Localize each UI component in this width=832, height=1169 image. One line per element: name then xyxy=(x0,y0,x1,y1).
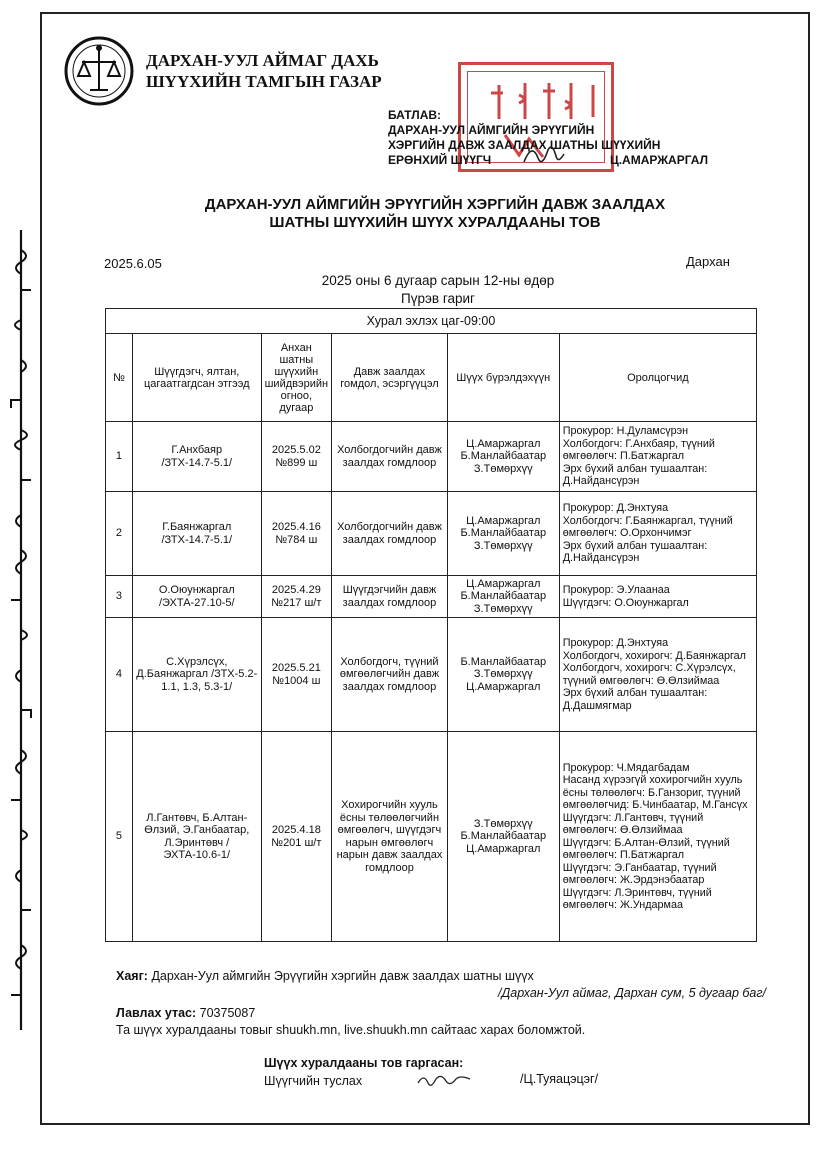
defendant-cell: О.Оюунжаргал /ЭХТА-27.10-5/ xyxy=(132,576,261,618)
phone-label: Лавлах утас: xyxy=(116,1006,197,1020)
address-sub: /Дархан-Уул аймаг, Дархан сум, 5 дугаар баг/ xyxy=(497,986,766,1000)
appeal-cell: Хохирогчийн хууль ёсны төлөөлөгчийн өмгөөлөгч, шүүгдэгч нарын өмгөөлөгч нарын давж заалдах гомдлоор xyxy=(332,732,448,942)
appeal-cell: Холбогдогч, түүний өмгөөлөгчийн давж заалдах гомдлоор xyxy=(332,618,448,732)
defendant-cell: С.Хүрэлсүх, Д.Баянжаргал /ЗТХ-5.2-1.1, 1.3, 5.3-1/ xyxy=(132,618,261,732)
col-header-participants: Оролцогчид xyxy=(559,334,756,422)
document-title xyxy=(130,196,740,232)
start-time: Хурал эхлэх цаг-09:00 xyxy=(106,309,757,334)
approval-signature xyxy=(520,140,566,168)
decision-cell: 2025.5.21 №1004 ш xyxy=(261,618,331,732)
decision-cell: 2025.4.18 №201 ш/т xyxy=(261,732,331,942)
address: Дархан-Уул аймгийн Эрүүгийн хэргийн давж заалдах шатны шүүх xyxy=(151,969,534,983)
court-office-name xyxy=(146,50,382,92)
footer xyxy=(116,968,776,1039)
place: Дархан xyxy=(686,254,730,269)
court-emblem-icon xyxy=(64,36,134,106)
row-number: 1 xyxy=(106,422,133,492)
col-header-defendant: Шүүгдэгч, ялтан, цагаатгагдсан этгээд xyxy=(132,334,261,422)
title-line-1: ДАРХАН-УУЛ АЙМГИЙН ЭРҮҮГИЙН ХЭРГИЙН ДАВЖ ЗААЛДАХ xyxy=(204,196,666,213)
approval-line-2: ХЭРГИЙН ДАВЖ ЗААЛДАХ ШАТНЫ ШҮҮХИЙН xyxy=(388,138,661,152)
decision-cell: 2025.4.29 №217 ш/т xyxy=(261,576,331,618)
participants-cell: Прокурор: Д.Энхтуяа Холбогдогч: Г.Баянжаргал, түүний өмгөөлөгч: О.Орхончимэг Эрх бүхий албан тушаалтан: Д.Найдансүрэн xyxy=(559,492,756,576)
defendant-cell: Г.Анхбаяр /ЗТХ-14.7-5.1/ xyxy=(132,422,261,492)
participants-cell: Прокурор: Э.Улаанаа Шүүгдэгч: О.Оюунжаргал xyxy=(559,576,756,618)
appeal-cell: Холбогдогчийн давж заалдах гомдлоор xyxy=(332,492,448,576)
address-label: Хаяг: xyxy=(116,969,148,983)
title-line-2: ШАТНЫ ШҮҮХИЙН ШҮҮХ ХУРАЛДААНЫ ТОВ xyxy=(269,214,601,231)
row-number: 4 xyxy=(106,618,133,732)
bench-cell: Ц.Амаржаргал Б.Манлайбаатар З.Төмөрхүү xyxy=(447,422,559,492)
table-row xyxy=(106,422,757,492)
participants-cell: Прокурор: Д.Энхтуяа Холбогдогч, хохирогч: Д.Баянжаргал Холбогдогч, хохирогч: С.Хүрэлсүх, түүний өмгөөлөгч: Ө.Өлзиймаа Эрх бүхий албан тушаалтан: Д.Дашмягмар xyxy=(559,618,756,732)
defendant-cell: Л.Гантөвч, Б.Алтан-Өлзий, Э.Ганбаатар, Л.Эринтөвч /ЭХТА-10.6-1/ xyxy=(132,732,261,942)
participants-cell: Прокурор: Н.Дуламсүрэн Холбогдогч: Г.Анхбаяр, түүний өмгөөлөгч: П.Батжаргал Эрх бүхий албан тушаалтан: Д.Найдансүрэн xyxy=(559,422,756,492)
prepared-label: Шүүх хуралдааны тов гаргасан: xyxy=(264,1056,464,1070)
prepared-signature xyxy=(416,1071,472,1087)
approval-position: ЕРӨНХИЙ ШҮҮГЧ xyxy=(388,153,492,167)
table-row xyxy=(106,492,757,576)
prepared-role: Шүүгчийн туслах xyxy=(264,1074,363,1088)
table-row xyxy=(106,618,757,732)
col-header-appeal: Давж заалдах гомдол, эсэргүүцэл xyxy=(332,334,448,422)
org-line-1: ДАРХАН-УУЛ АЙМАГ ДАХЬ xyxy=(146,51,379,70)
weekday: Пүрэв гариг xyxy=(401,291,475,306)
hearing-schedule-table xyxy=(105,308,757,942)
col-header-bench: Шүүх бүрэлдэхүүн xyxy=(447,334,559,422)
bench-cell: Ц.Амаржаргал Б.Манлайбаатар З.Төмөрхүү xyxy=(447,492,559,576)
session-date: 2025 оны 6 дугаар сарын 12-ны өдөр xyxy=(321,273,555,288)
approval-label: БАТЛАВ: xyxy=(388,108,442,122)
decision-cell: 2025.5.02 №899 ш xyxy=(261,422,331,492)
defendant-cell: Г.Баянжаргал /ЗТХ-14.7-5.1/ xyxy=(132,492,261,576)
bench-cell: Б.Манлайбаатар З.Төмөрхүү Ц.Амаржаргал xyxy=(447,618,559,732)
participants-cell: Прокурор: Ч.Мядагбадам Насанд хүрээгүй хохирогчийн хууль ёсны төлөөлөгч: Б.Ганзориг, түүний өмгөөлөгчид: Б.Чинбаатар, М.Гансүх Шүүгдэгч: Л.Гантөвч, түүний өмгөөлөгч: Ө.Өлзиймаа Шүүгдэгч: Б.Алтан-Өлзий, түүний өмгөөлөгч: П.Батжаргал Шүүгдэгч: Э.Ганбаатар, түүний өмгөөлөгч: Ж.Эрдэнэбаатар Шүүгдэгч: Л.Эринтөвч, түүний өмгөөлөгч: Ж.Ундармаа xyxy=(559,732,756,942)
approval-name: Ц.АМАРЖАРГАЛ xyxy=(609,153,709,167)
approval-line-1: ДАРХАН-УУЛ АЙМГИЙН ЭРҮҮГИЙН xyxy=(388,123,595,137)
bench-cell: Ц.Амаржаргал Б.Манлайбаатар З.Төмөрхүү xyxy=(447,576,559,618)
org-line-2: ШҮҮХИЙН ТАМГЫН ГАЗАР xyxy=(146,72,382,91)
row-number: 3 xyxy=(106,576,133,618)
col-header-first-decision: Анхан шатны шүүхийн шийдвэрийн огноо, дугаар xyxy=(261,334,331,422)
prepared-name: /Ц.Туяацэцэг/ xyxy=(520,1072,599,1086)
row-number: 2 xyxy=(106,492,133,576)
bench-cell: З.Төмөрхүү Б.Манлайбаатар Ц.Амаржаргал xyxy=(447,732,559,942)
appeal-cell: Холбогдогчийн давж заалдах гомдлоор xyxy=(332,422,448,492)
table-row xyxy=(106,732,757,942)
mongolian-script-vertical xyxy=(2,230,40,1030)
phone-line xyxy=(116,1005,776,1022)
decision-cell: 2025.4.16 №784 ш xyxy=(261,492,331,576)
appeal-cell: Шүүгдэгчийн давж заалдах гомдлоор xyxy=(332,576,448,618)
phone: 70375087 xyxy=(199,1006,256,1020)
issue-date: 2025.6.05 xyxy=(104,256,162,271)
row-number: 5 xyxy=(106,732,133,942)
address-line xyxy=(116,968,776,985)
website-note: Та шүүх хуралдааны товыг shuukh.mn, live.shuukh.mn сайтаас харах боломжтой. xyxy=(116,1023,586,1037)
table-row xyxy=(106,576,757,618)
col-header-no: № xyxy=(106,334,133,422)
